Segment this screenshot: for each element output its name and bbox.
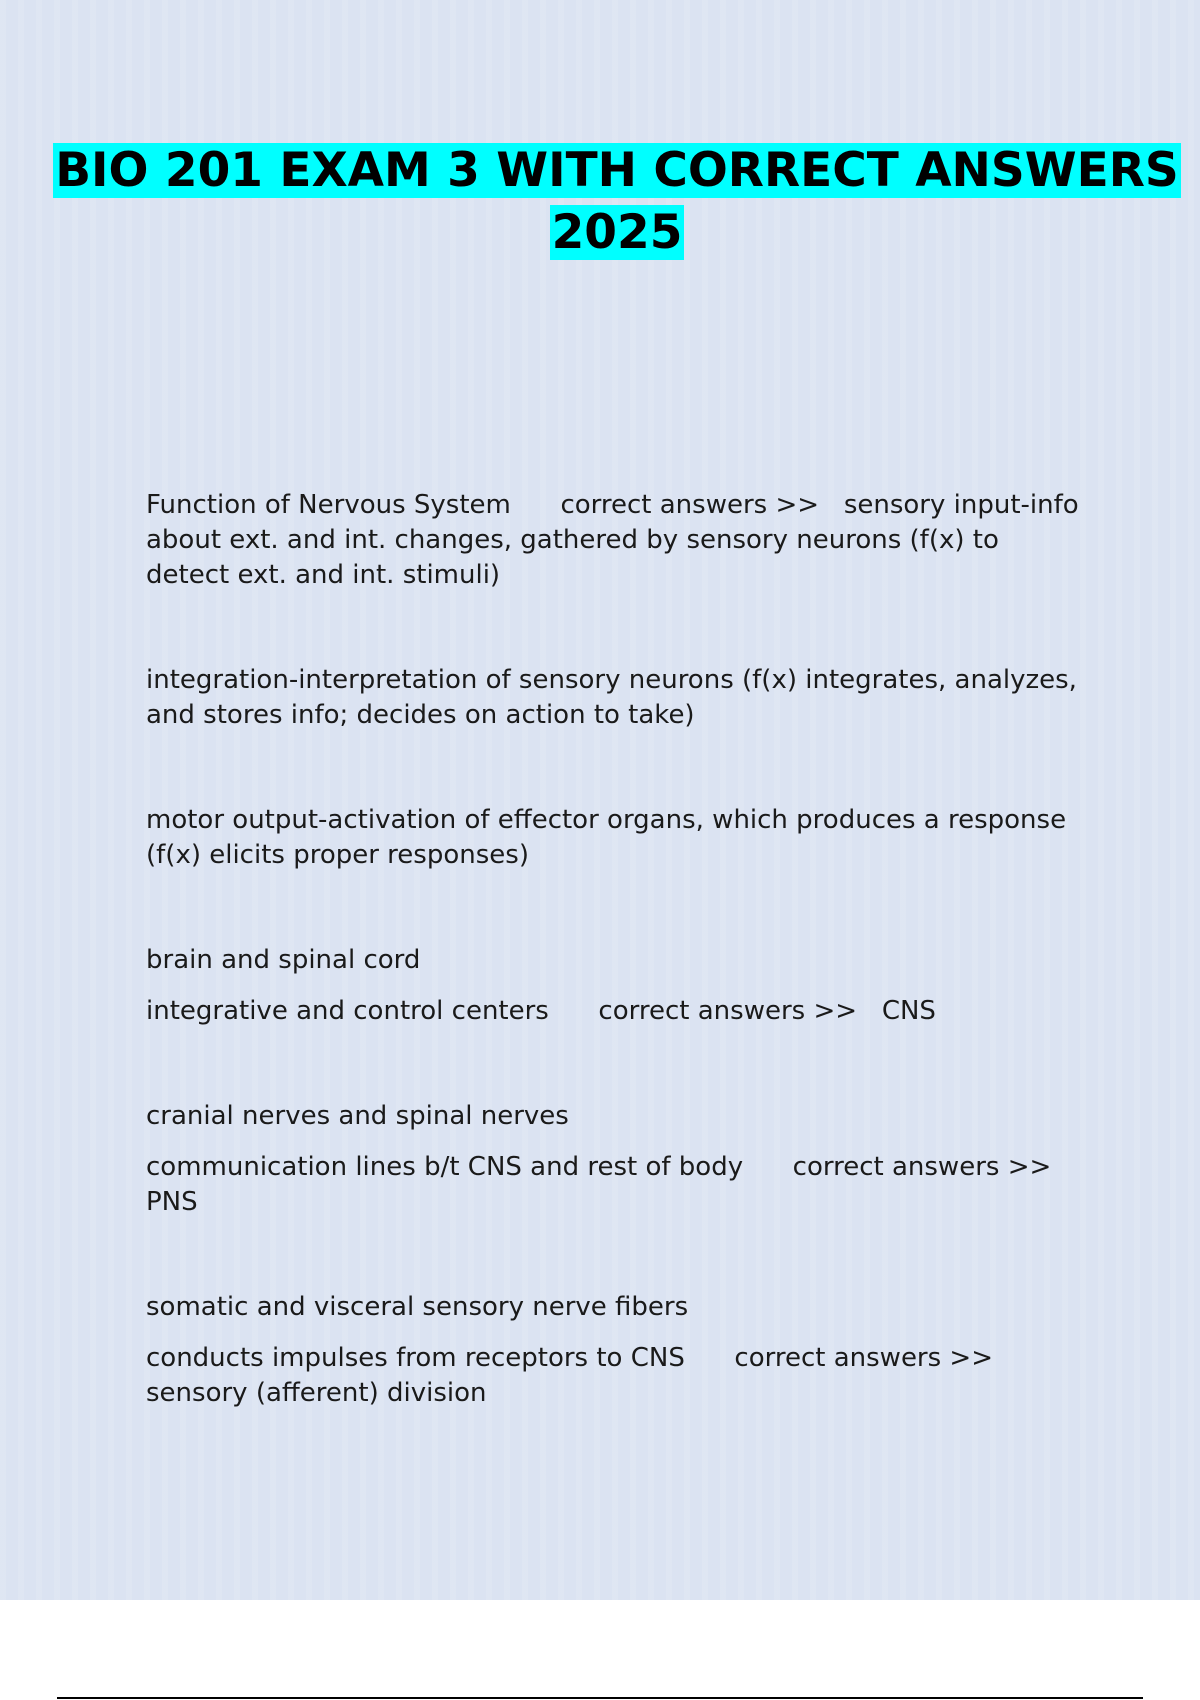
paragraph: motor output-activation of effector organs, which produces a response (f(x) elicits proper responses)	[146, 805, 1075, 870]
paragraph: integration-interpretation of sensory neurons (f(x) integrates, analyzes, and stores info; decides on action to take)	[146, 665, 1086, 730]
title-block	[0, 140, 1200, 264]
paragraph: integrative and control centers correct answers >> CNS	[146, 996, 936, 1026]
document-title: BIO 201 EXAM 3 WITH CORRECT ANSWERS 2025	[55, 143, 1179, 260]
footer-divider	[57, 1697, 1143, 1699]
paragraph: conducts impulses from receptors to CNS correct answers >> sensory (afferent) division	[146, 1343, 1018, 1408]
paragraph: somatic and visceral sensory nerve fibers	[146, 1292, 689, 1322]
paragraph: cranial nerves and spinal nerves	[146, 1101, 569, 1131]
paragraph: brain and spinal cord	[146, 945, 421, 975]
paragraph: communication lines b/t CNS and rest of body correct answers >> PNS	[146, 1152, 1077, 1217]
paragraph: Function of Nervous System correct answers >> sensory input-info about ext. and int. changes, gathered by sensory neurons (f(x) to detect ext. and int. stimuli)	[146, 490, 1087, 590]
document-body	[146, 488, 1086, 1411]
